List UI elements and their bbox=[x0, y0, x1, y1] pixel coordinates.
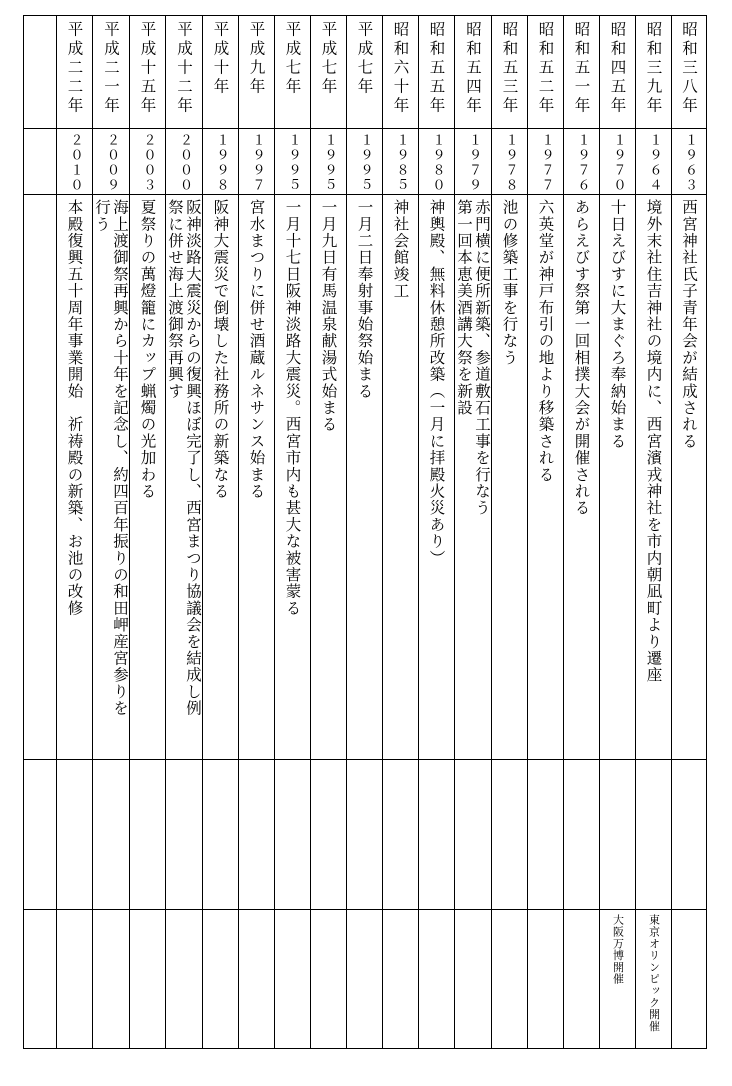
era-cell bbox=[130, 16, 166, 129]
cell-content bbox=[57, 760, 92, 909]
note-cell bbox=[528, 910, 564, 1049]
blank-cell bbox=[275, 760, 311, 910]
event-line: 本殿復興五十周年事業開始 祈祷殿の新築、お池の改修 bbox=[65, 199, 84, 617]
era-cell bbox=[383, 16, 419, 129]
cell-content bbox=[600, 760, 635, 909]
era-cell bbox=[57, 16, 93, 129]
year-cell bbox=[239, 129, 275, 195]
era-text: 平成二一年 bbox=[102, 21, 120, 116]
event-text bbox=[320, 195, 338, 759]
cell-content bbox=[528, 129, 563, 194]
event-text bbox=[66, 195, 84, 759]
year-text: １９９８ bbox=[213, 133, 229, 193]
cell-content bbox=[203, 910, 238, 1048]
blank-cell bbox=[311, 760, 347, 910]
event-line: あらえびす祭第一回相撲大会が開催される bbox=[572, 199, 591, 517]
year-text: ２００９ bbox=[104, 133, 119, 193]
blank-cell bbox=[203, 760, 239, 910]
blank-cell bbox=[564, 760, 600, 910]
event-cell bbox=[93, 195, 130, 760]
year-text: １９９５ bbox=[321, 133, 337, 193]
year-text: １９６３ bbox=[682, 133, 697, 193]
era-text: 平成七年 bbox=[319, 21, 338, 97]
blank-cell bbox=[347, 760, 383, 910]
year-text: １９９５ bbox=[285, 133, 301, 193]
cell-content bbox=[600, 16, 635, 128]
cell-content bbox=[57, 16, 92, 128]
cell-content bbox=[383, 760, 418, 909]
cell-content bbox=[130, 129, 165, 194]
event-cell bbox=[347, 195, 383, 760]
chronology-table bbox=[23, 15, 707, 1049]
event-text bbox=[537, 195, 555, 759]
cell-content bbox=[528, 195, 563, 759]
era-cell bbox=[636, 16, 672, 129]
table-row bbox=[24, 910, 707, 1049]
cell-content bbox=[636, 910, 671, 1048]
cell-content bbox=[492, 760, 527, 909]
cell-content bbox=[166, 760, 202, 909]
note-cell bbox=[600, 910, 636, 1049]
year-text: １９７８ bbox=[502, 133, 518, 193]
cell-content bbox=[564, 129, 599, 194]
year-cell bbox=[636, 129, 672, 195]
era-cell bbox=[275, 16, 311, 129]
event-cell bbox=[528, 195, 564, 760]
event-text bbox=[166, 195, 202, 759]
cell-content bbox=[275, 129, 310, 194]
year-text: １９９７ bbox=[249, 133, 265, 193]
year-text: １９７６ bbox=[574, 133, 590, 193]
cell-content bbox=[275, 760, 310, 909]
note-cell bbox=[419, 910, 455, 1049]
year-cell bbox=[311, 129, 347, 195]
event-cell bbox=[492, 195, 528, 760]
blank-cell bbox=[130, 760, 166, 910]
cell-content bbox=[24, 16, 56, 128]
era-text: 平成十年 bbox=[211, 21, 230, 97]
cell-content bbox=[24, 910, 56, 1048]
cell-content bbox=[492, 16, 527, 128]
event-line: 一月十七日阪神淡路大震災。西宮市内も甚大な被害蒙る bbox=[283, 199, 302, 617]
event-text bbox=[212, 195, 230, 759]
year-cell bbox=[383, 129, 419, 195]
cell-content bbox=[419, 195, 454, 759]
era-cell bbox=[528, 16, 564, 129]
event-line: 阪神淡路大震災からの復興ほぼ完了し、西宮まつり協議会を結成し例 bbox=[184, 199, 202, 717]
cell-content bbox=[275, 16, 310, 128]
cell-content bbox=[347, 129, 382, 194]
event-cell bbox=[600, 195, 636, 760]
table-corner-cell bbox=[24, 129, 57, 195]
event-line: 一月九日有馬温泉献湯式始まる bbox=[319, 199, 338, 433]
year-text: １９７９ bbox=[466, 133, 481, 193]
table-corner-cell bbox=[24, 760, 57, 910]
era-cell bbox=[564, 16, 600, 129]
event-line: 一月二日奉射事始祭始まる bbox=[355, 199, 374, 400]
note-cell bbox=[347, 910, 383, 1049]
note-cell bbox=[383, 910, 419, 1049]
event-cell bbox=[275, 195, 311, 760]
blank-cell bbox=[166, 760, 203, 910]
year-cell bbox=[528, 129, 564, 195]
cell-content bbox=[347, 195, 382, 759]
cell-content bbox=[492, 129, 527, 194]
table-corner-cell bbox=[24, 910, 57, 1049]
year-text: １９７０ bbox=[610, 133, 626, 193]
blank-cell bbox=[528, 760, 564, 910]
cell-content bbox=[564, 910, 599, 1048]
event-line: 池の修築工事を行なう bbox=[500, 199, 519, 366]
era-text: 平成二二年 bbox=[65, 21, 84, 116]
year-cell bbox=[166, 129, 203, 195]
cell-content bbox=[275, 195, 310, 759]
year-text: １９６４ bbox=[646, 133, 662, 193]
year-text: １９７７ bbox=[538, 133, 554, 193]
cell-content bbox=[24, 195, 56, 759]
cell-content bbox=[492, 910, 527, 1048]
cell-content bbox=[455, 129, 491, 194]
table-row bbox=[24, 129, 707, 195]
cell-content bbox=[383, 910, 418, 1048]
event-line: 赤門横に便所新築、参道敷石工事を行なう bbox=[473, 199, 491, 517]
event-cell bbox=[636, 195, 672, 760]
cell-content bbox=[57, 129, 92, 194]
cell-content bbox=[564, 195, 599, 759]
event-cell bbox=[239, 195, 275, 760]
era-text: 平成九年 bbox=[247, 21, 266, 97]
blank-cell bbox=[636, 760, 672, 910]
era-cell bbox=[311, 16, 347, 129]
cell-content bbox=[636, 16, 671, 128]
cell-content bbox=[311, 129, 346, 194]
year-text: １９９５ bbox=[357, 133, 373, 193]
event-text bbox=[609, 195, 627, 759]
blank-cell bbox=[672, 760, 707, 910]
note-cell bbox=[93, 910, 130, 1049]
blank-cell bbox=[239, 760, 275, 910]
event-line: 祭に併せ海上渡御祭再興す bbox=[166, 199, 184, 400]
cell-content bbox=[203, 129, 238, 194]
event-line: 神社会館竣工 bbox=[391, 199, 410, 300]
era-text: 平成七年 bbox=[355, 21, 374, 97]
blank-cell bbox=[93, 760, 130, 910]
cell-content bbox=[239, 16, 274, 128]
cell-content bbox=[455, 16, 491, 128]
note-cell bbox=[57, 910, 93, 1049]
year-text: １９８５ bbox=[393, 133, 409, 193]
cell-content bbox=[130, 16, 165, 128]
era-text: 昭和三九年 bbox=[644, 21, 663, 116]
event-line: 西宮神社氏子青年会が結成される bbox=[680, 199, 698, 450]
event-text bbox=[501, 195, 519, 759]
cell-content bbox=[93, 910, 129, 1048]
era-cell bbox=[93, 16, 130, 129]
note-cell bbox=[275, 910, 311, 1049]
note-cell bbox=[455, 910, 492, 1049]
note-cell bbox=[564, 910, 600, 1049]
year-cell bbox=[93, 129, 130, 195]
blank-cell bbox=[383, 760, 419, 910]
event-text bbox=[93, 195, 129, 759]
cell-content bbox=[347, 910, 382, 1048]
cell-content bbox=[311, 16, 346, 128]
year-cell bbox=[57, 129, 93, 195]
table-row bbox=[24, 760, 707, 910]
cell-content bbox=[419, 760, 454, 909]
event-cell bbox=[564, 195, 600, 760]
cell-content bbox=[528, 760, 563, 909]
note-text: 東京オリンピック開催 bbox=[647, 914, 661, 1032]
blank-cell bbox=[492, 760, 528, 910]
cell-content bbox=[93, 760, 129, 909]
cell-content bbox=[672, 16, 706, 128]
event-cell bbox=[130, 195, 166, 760]
year-text: ２０００ bbox=[177, 133, 192, 193]
cell-content bbox=[383, 195, 418, 759]
cell-content bbox=[419, 129, 454, 194]
cell-content bbox=[130, 195, 165, 759]
blank-cell bbox=[57, 760, 93, 910]
event-text bbox=[284, 195, 302, 759]
cell-content bbox=[24, 129, 56, 194]
event-text bbox=[392, 195, 410, 759]
event-line: 行う bbox=[93, 199, 111, 233]
event-cell bbox=[311, 195, 347, 760]
event-cell bbox=[383, 195, 419, 760]
blank-cell bbox=[600, 760, 636, 910]
cell-content bbox=[600, 195, 635, 759]
event-cell bbox=[166, 195, 203, 760]
blank-cell bbox=[419, 760, 455, 910]
event-cell bbox=[203, 195, 239, 760]
cell-content bbox=[455, 910, 491, 1048]
era-text: 平成七年 bbox=[283, 21, 302, 97]
era-cell bbox=[203, 16, 239, 129]
event-cell bbox=[57, 195, 93, 760]
cell-content bbox=[455, 195, 491, 759]
cell-content bbox=[564, 760, 599, 909]
event-line: 神輿殿、無料休憩所改築（一月に拝殿火災あり） bbox=[427, 199, 446, 567]
cell-content bbox=[311, 760, 346, 909]
cell-content bbox=[383, 129, 418, 194]
event-text bbox=[645, 195, 663, 759]
note-cell bbox=[492, 910, 528, 1049]
era-cell bbox=[600, 16, 636, 129]
cell-content bbox=[347, 760, 382, 909]
cell-content bbox=[203, 16, 238, 128]
cell-content bbox=[636, 195, 671, 759]
table-row bbox=[24, 16, 707, 129]
cell-content bbox=[166, 16, 202, 128]
cell-content bbox=[93, 16, 129, 128]
cell-content bbox=[57, 910, 92, 1048]
table-corner-cell bbox=[24, 16, 57, 129]
note-cell bbox=[203, 910, 239, 1049]
era-cell bbox=[672, 16, 707, 129]
cell-content bbox=[166, 129, 202, 194]
cell-content bbox=[383, 16, 418, 128]
year-cell bbox=[130, 129, 166, 195]
event-text bbox=[248, 195, 266, 759]
event-line: 海上渡御祭再興から十年を記念し、約四百年振りの和田岬産宮参りを bbox=[111, 199, 129, 717]
event-line: 十日えびすに大まぐろ奉納始まる bbox=[608, 199, 627, 450]
year-text: ２００３ bbox=[140, 133, 156, 193]
cell-content bbox=[130, 760, 165, 909]
cell-content bbox=[636, 760, 671, 909]
era-cell bbox=[347, 16, 383, 129]
cell-content bbox=[93, 195, 129, 759]
cell-content bbox=[528, 910, 563, 1048]
year-cell bbox=[564, 129, 600, 195]
cell-content bbox=[166, 195, 202, 759]
era-text: 昭和三八年 bbox=[680, 21, 698, 116]
era-text: 昭和六十年 bbox=[391, 21, 410, 116]
event-cell bbox=[672, 195, 707, 760]
cell-content bbox=[275, 910, 310, 1048]
era-cell bbox=[166, 16, 203, 129]
event-line: 第一回本恵美酒講大祭を新設 bbox=[455, 199, 473, 417]
cell-content bbox=[239, 195, 274, 759]
note-cell bbox=[130, 910, 166, 1049]
cell-content bbox=[166, 910, 202, 1048]
era-text: 平成十二年 bbox=[175, 21, 193, 116]
year-cell bbox=[419, 129, 455, 195]
cell-content bbox=[239, 760, 274, 909]
event-line: 境外末社住吉神社の境内に、西宮濱戎神社を市内朝凪町より遷座 bbox=[644, 199, 663, 684]
era-text: 昭和五一年 bbox=[572, 21, 591, 116]
era-text: 昭和五四年 bbox=[464, 21, 482, 116]
cell-content bbox=[130, 910, 165, 1048]
event-text bbox=[573, 195, 591, 759]
cell-content bbox=[57, 195, 92, 759]
cell-content bbox=[455, 760, 491, 909]
event-cell bbox=[455, 195, 492, 760]
cell-content bbox=[311, 195, 346, 759]
era-cell bbox=[239, 16, 275, 129]
cell-content bbox=[672, 760, 706, 909]
cell-content bbox=[672, 129, 706, 194]
event-line: 夏祭りの萬燈籠にカップ蝋燭の光加わる bbox=[138, 199, 157, 500]
year-cell bbox=[275, 129, 311, 195]
year-cell bbox=[347, 129, 383, 195]
event-text bbox=[680, 195, 698, 759]
cell-content bbox=[528, 16, 563, 128]
cell-content bbox=[347, 16, 382, 128]
event-line: 宮水まつりに併せ酒蔵ルネサンス始まる bbox=[247, 199, 266, 500]
era-text: 昭和五二年 bbox=[536, 21, 555, 116]
cell-content bbox=[600, 129, 635, 194]
note-cell bbox=[166, 910, 203, 1049]
year-text: １９８０ bbox=[429, 133, 445, 193]
year-cell bbox=[455, 129, 492, 195]
note-cell bbox=[636, 910, 672, 1049]
cell-content bbox=[672, 910, 706, 1048]
era-text: 昭和五五年 bbox=[427, 21, 446, 116]
year-cell bbox=[203, 129, 239, 195]
note-cell bbox=[311, 910, 347, 1049]
year-text: ２０１０ bbox=[67, 133, 83, 193]
table-corner-cell bbox=[24, 195, 57, 760]
cell-content bbox=[311, 910, 346, 1048]
cell-content bbox=[672, 195, 706, 759]
note-cell bbox=[672, 910, 707, 1049]
blank-cell bbox=[455, 760, 492, 910]
era-text: 平成十五年 bbox=[138, 21, 157, 116]
table-row bbox=[24, 195, 707, 760]
cell-content bbox=[600, 910, 635, 1048]
cell-content bbox=[636, 129, 671, 194]
cell-content bbox=[239, 129, 274, 194]
event-cell bbox=[419, 195, 455, 760]
year-cell bbox=[492, 129, 528, 195]
cell-content bbox=[492, 195, 527, 759]
note-cell bbox=[239, 910, 275, 1049]
cell-content bbox=[93, 129, 129, 194]
era-cell bbox=[455, 16, 492, 129]
year-cell bbox=[672, 129, 707, 195]
era-cell bbox=[419, 16, 455, 129]
cell-content bbox=[419, 910, 454, 1048]
note-text: 大阪万博開催 bbox=[611, 914, 625, 985]
era-text: 昭和四五年 bbox=[608, 21, 627, 116]
cell-content bbox=[564, 16, 599, 128]
event-line: 六英堂が神戸布引の地より移築される bbox=[536, 199, 555, 483]
cell-content bbox=[203, 195, 238, 759]
event-text bbox=[139, 195, 157, 759]
event-text bbox=[455, 195, 491, 759]
cell-content bbox=[419, 16, 454, 128]
cell-content bbox=[239, 910, 274, 1048]
event-text bbox=[428, 195, 446, 759]
era-cell bbox=[492, 16, 528, 129]
year-cell bbox=[600, 129, 636, 195]
event-line: 阪神大震災で倒壊した社務所の新築なる bbox=[211, 199, 230, 500]
era-text: 昭和五三年 bbox=[500, 21, 519, 116]
cell-content bbox=[203, 760, 238, 909]
cell-content bbox=[24, 760, 56, 909]
event-text bbox=[356, 195, 374, 759]
